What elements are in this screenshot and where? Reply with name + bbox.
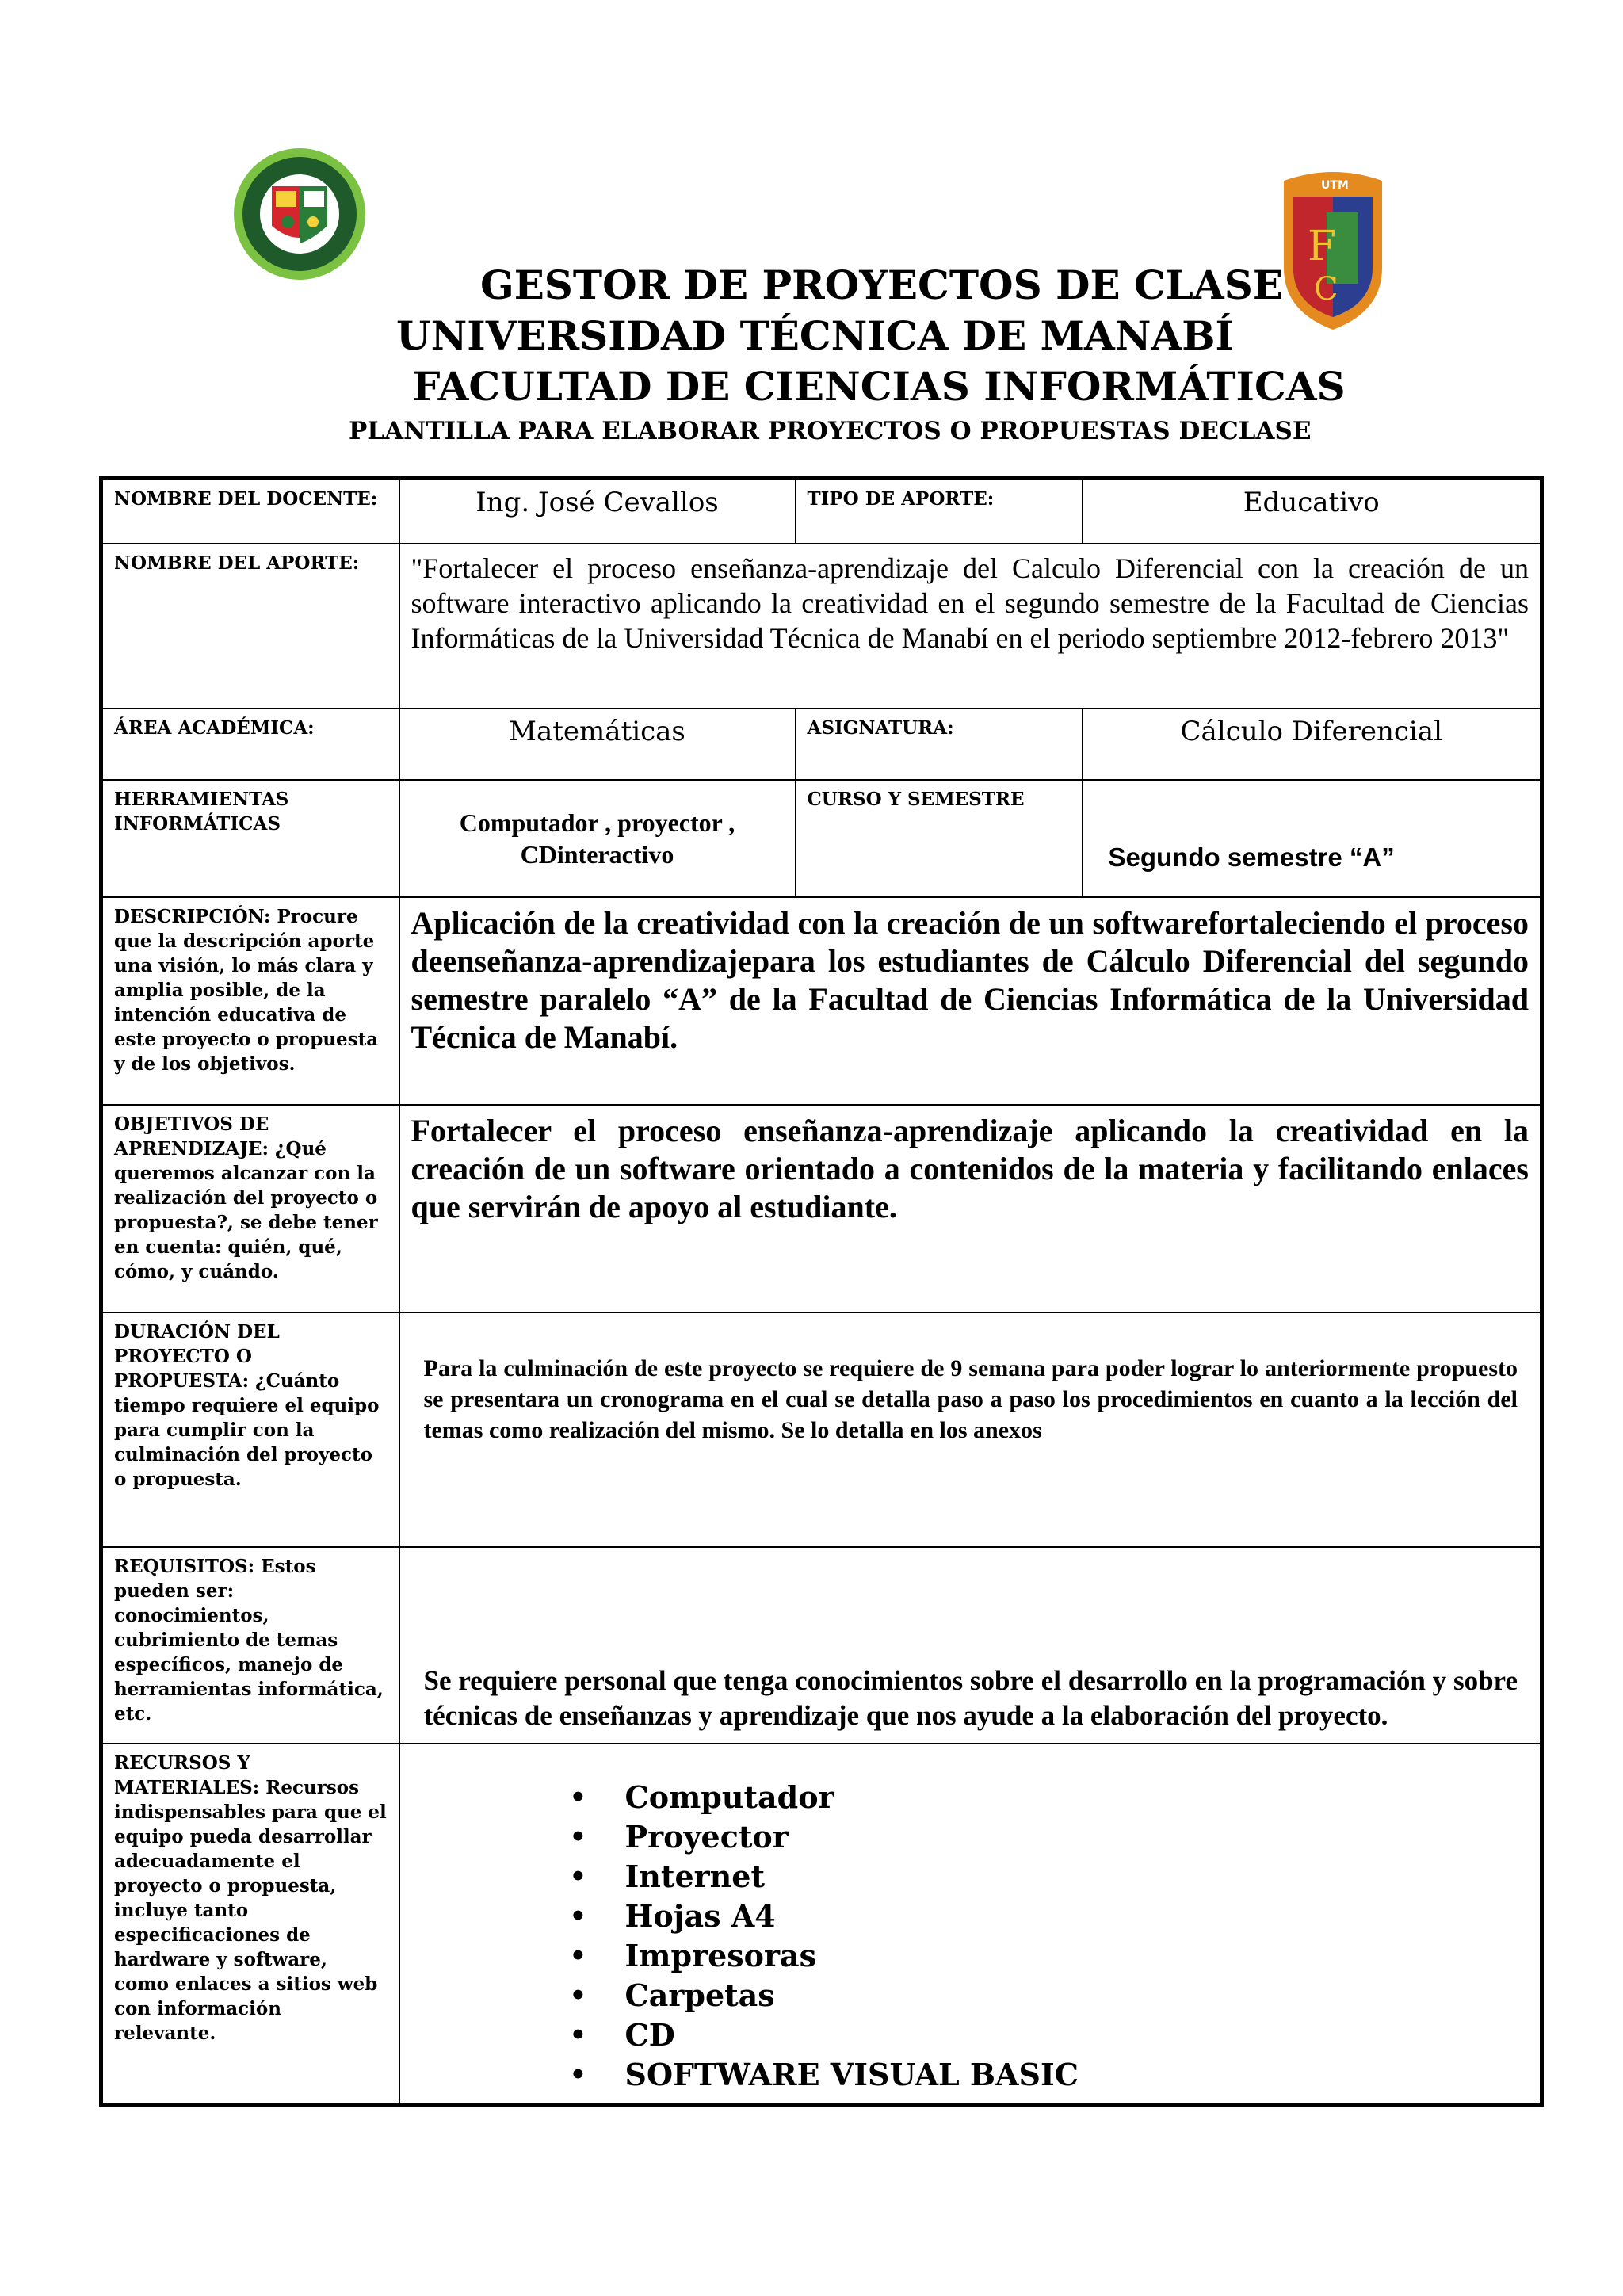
duracion-cell xyxy=(399,1312,1542,1547)
curso-label: CURSO Y SEMESTRE xyxy=(796,780,1083,897)
aporte-value: "Fortalecer el proceso enseñanza-aprendizaje del Calculo Diferencial con la creación de un software interactivo aplicando la creatividad en el segundo semestre de la Facultad de Ciencias Informáticas de la Universidad Técnica de Manabí en el periodo septiembre 2012-febrero 2013" xyxy=(399,544,1542,709)
asignatura-value: Cálculo Diferencial xyxy=(1083,709,1542,780)
recurso-item-label: CD xyxy=(624,2016,675,2053)
university-seal-logo xyxy=(232,147,367,281)
row-herramientas xyxy=(101,780,1542,897)
recurso-item xyxy=(570,2055,1529,2095)
docente-label: NOMBRE DEL DOCENTE: xyxy=(101,479,399,544)
recurso-item xyxy=(570,1778,1529,1817)
subtitle-plantilla: PLANTILLA PARA ELABORAR PROYECTOS O PROPUESTAS DECLASE xyxy=(349,417,1312,445)
recurso-item xyxy=(570,1857,1529,1897)
row-aporte xyxy=(101,544,1542,709)
recurso-item xyxy=(570,2015,1529,2055)
bullet-icon: • xyxy=(569,1820,587,1853)
recurso-item xyxy=(570,1936,1529,1976)
title-universidad: UNIVERSIDAD TÉCNICA DE MANABÍ xyxy=(396,312,1234,359)
title-facultad: FACULTAD DE CIENCIAS INFORMÁTICAS xyxy=(412,363,1346,410)
objetivos-value: Fortalecer el proceso enseñanza-aprendizaje aplicando la creatividad en la creación de un software orientado a contenidos de la materia y facilitando enlaces que servirán de apoyo al estudiante. xyxy=(399,1105,1542,1312)
recurso-item-label: Hojas A4 xyxy=(624,1897,776,1934)
row-docente xyxy=(101,479,1542,544)
recurso-item-label: Impresoras xyxy=(624,1937,817,1973)
requisitos-cell xyxy=(399,1547,1542,1744)
utm-logo-text: UTM xyxy=(1321,179,1349,192)
bullet-icon: • xyxy=(569,2058,587,2091)
bullet-icon: • xyxy=(569,2019,587,2051)
descripcion-value: Aplicación de la creatividad con la creación de un softwarefortaleciendo el proceso deenseñanza-aprendizajepara los estudiantes de Cálculo Diferencial del segundo semestre paralelo “A” de la Facultad de Ciencias Informática de la Universidad Técnica de Manabí. xyxy=(399,897,1542,1105)
bullet-icon: • xyxy=(569,1860,587,1893)
herramientas-value: Computador , proyector , CDinteractivo xyxy=(459,808,735,869)
recurso-item-label: Internet xyxy=(624,1858,766,1894)
svg-text:C: C xyxy=(1314,271,1338,308)
project-form-table xyxy=(99,476,1544,2107)
aporte-label: NOMBRE DEL APORTE: xyxy=(101,544,399,709)
area-label: ÁREA ACADÉMICA: xyxy=(101,709,399,780)
bullet-icon: • xyxy=(569,1781,587,1813)
duracion-label: DURACIÓN DEL PROYECTO O PROPUESTA: ¿Cuánto tiempo requiere el equipo para cumplir con la culminación del proyecto o propuesta. xyxy=(101,1312,399,1547)
recursos-list xyxy=(411,1778,1529,2095)
recurso-item-label: Computador xyxy=(624,1778,834,1815)
bullet-icon: • xyxy=(569,1939,587,1972)
recurso-item xyxy=(570,1817,1529,1857)
docente-value: Ing. José Cevallos xyxy=(399,479,796,544)
requisitos-value: Se requiere personal que tenga conocimientos sobre el desarrollo en la programación y sobre técnicas de enseñanzas y aprendizaje que nos ayude a la elaboración del proyecto. xyxy=(423,1664,1518,1731)
area-value: Matemáticas xyxy=(399,709,796,780)
recurso-item xyxy=(570,1897,1529,1936)
duracion-value: Para la culminación de este proyecto se requiere de 9 semana para poder lograr lo anteriormente propuesto se presentara un cronograma en el cual se detalla paso a paso los procedimientos en cuanto a la lección del temas como realización del mismo. Se lo detalla en los anexos xyxy=(423,1354,1518,1443)
row-area xyxy=(101,709,1542,780)
bullet-icon: • xyxy=(569,1900,587,1932)
recurso-item-label: Carpetas xyxy=(624,1977,775,2013)
tipo-aporte-label: TIPO DE APORTE: xyxy=(796,479,1083,544)
herramientas-label: HERRAMIENTAS INFORMÁTICAS xyxy=(101,780,399,897)
row-objetivos xyxy=(101,1105,1542,1312)
title-gestor: GESTOR DE PROYECTOS DE CLASE xyxy=(480,262,1283,308)
objetivos-label: OBJETIVOS DE APRENDIZAJE: ¿Qué queremos alcanzar con la realización del proyecto o propuesta?, se debe tener en cuenta: quién, qué, cómo, y cuándo. xyxy=(101,1105,399,1312)
curso-cell xyxy=(1083,780,1542,897)
descripcion-label: DESCRIPCIÓN: Procure que la descripción aporte una visión, lo más clara y amplia posible, de la intención educativa de este proyecto o propuesta y de los objetivos. xyxy=(101,897,399,1105)
tipo-aporte-value: Educativo xyxy=(1083,479,1542,544)
curso-value: Segundo semestre “A” xyxy=(1108,842,1395,872)
recurso-item-label: Proyector xyxy=(624,1818,789,1855)
asignatura-label: ASIGNATURA: xyxy=(796,709,1083,780)
row-requisitos xyxy=(101,1547,1542,1744)
svg-text:F: F xyxy=(1308,223,1337,270)
recurso-item-label: SOFTWARE VISUAL BASIC xyxy=(624,2056,1079,2092)
row-recursos xyxy=(101,1744,1542,2105)
recursos-label: RECURSOS Y MATERIALES: Recursos indispensables para que el equipo pueda desarrollar adecuadamente el proyecto o propuesta, incluye tanto especificaciones de hardware y software, como enlaces a sitios web con información relevante. xyxy=(101,1744,399,2105)
herramientas-cell xyxy=(399,780,796,897)
bullet-icon: • xyxy=(569,1979,587,2011)
recurso-item xyxy=(570,1976,1529,2015)
recursos-cell xyxy=(399,1744,1542,2105)
row-descripcion xyxy=(101,897,1542,1105)
requisitos-label: REQUISITOS: Estos pueden ser: conocimientos, cubrimiento de temas específicos, manejo de herramientas informática, etc. xyxy=(101,1547,399,1744)
row-duracion xyxy=(101,1312,1542,1547)
